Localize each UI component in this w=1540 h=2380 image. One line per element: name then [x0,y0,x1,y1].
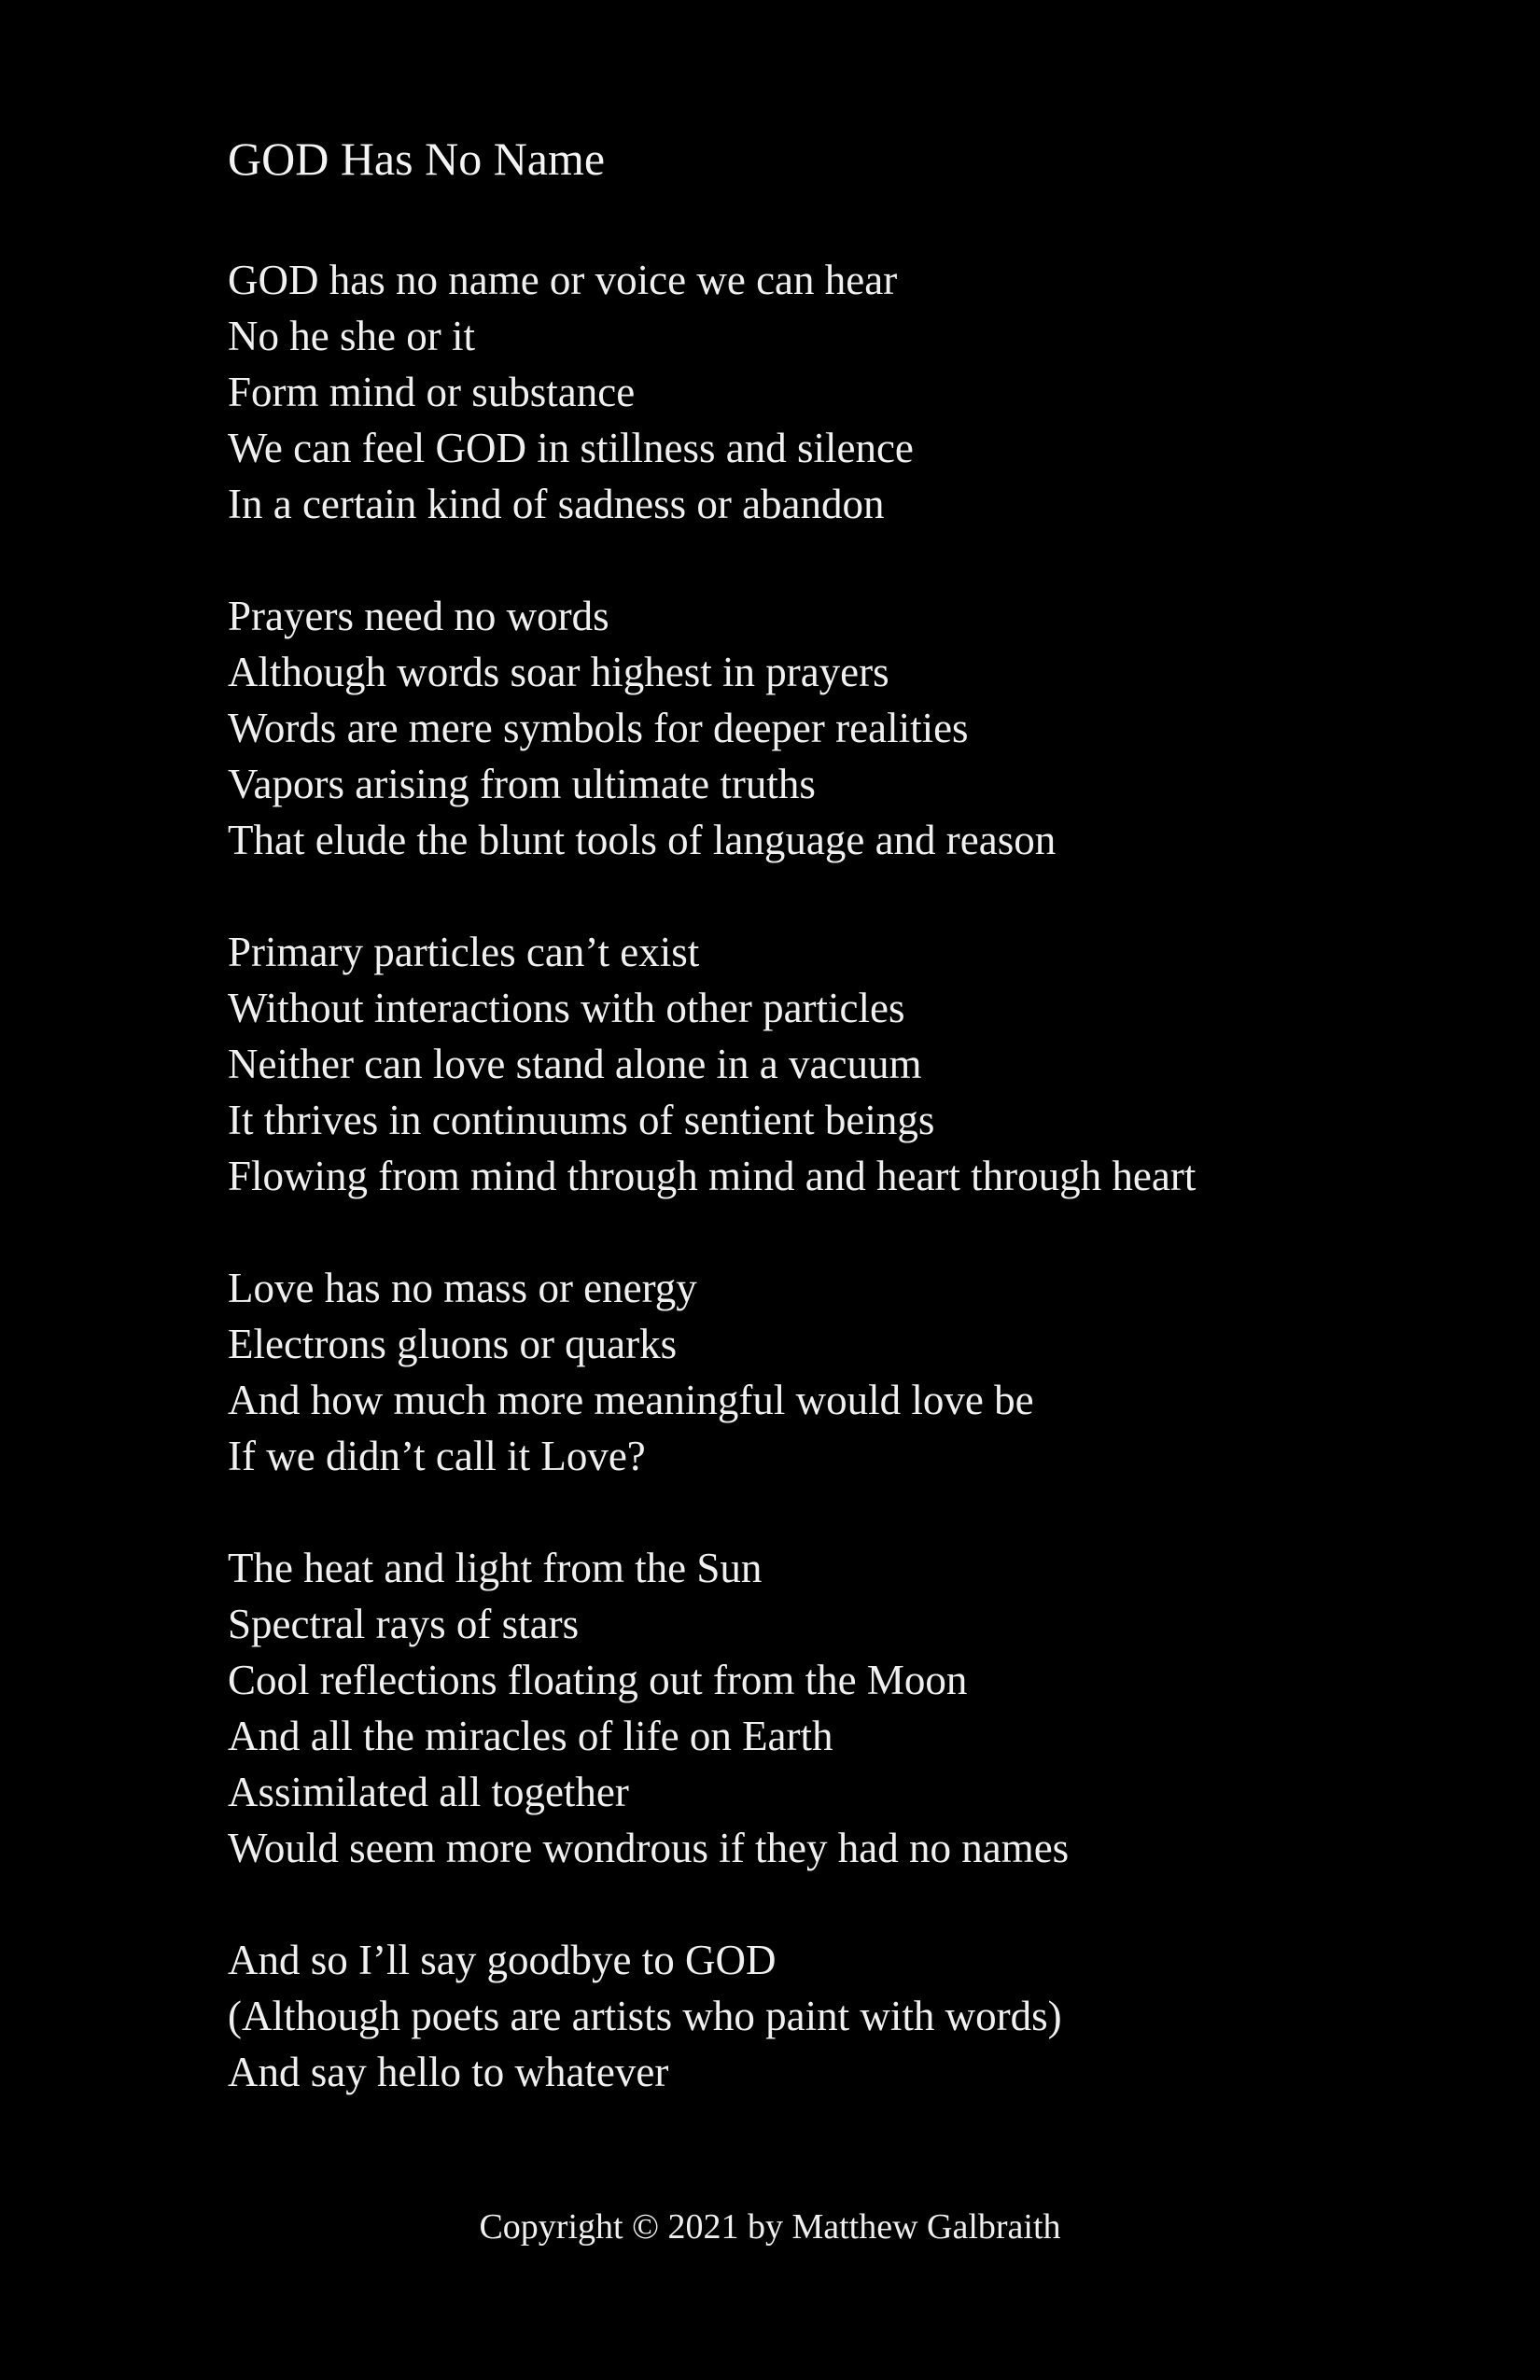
stanza-4 [228,1260,1441,1484]
stanza-2 [228,588,1441,868]
poem-line: Love has no mass or energy [228,1265,697,1311]
poem-line: Flowing from mind through mind and heart through heart [228,1153,1197,1199]
poem-line: Neither can love stand alone in a vacuum [228,1041,922,1087]
poem-line: If we didn’t call it Love? [228,1433,646,1479]
poem-title: GOD Has No Name [228,133,606,185]
poem-line: We can feel GOD in stillness and silence [228,425,914,471]
poem-line: No he she or it [228,313,475,359]
poem-line: Would seem more wondrous if they had no names [228,1825,1070,1871]
poem-line: It thrives in continuums of sentient beings [228,1097,935,1143]
poem-line: Without interactions with other particles [228,985,905,1031]
stanza-5 [228,1540,1441,1876]
poem-line: Assimilated all together [228,1769,629,1815]
stanza-6 [228,1932,1441,2100]
poem-line: And say hello to whatever [228,2049,669,2095]
poem-line: Spectral rays of stars [228,1601,580,1647]
stanza-1 [228,252,1441,532]
poem-line: Vapors arising from ultimate truths [228,761,816,807]
poem-line: Cool reflections floating out from the Moon [228,1657,968,1703]
poem-line: Primary particles can’t exist [228,929,700,975]
copyright-notice: Copyright © 2021 by Matthew Galbraith [479,2207,1061,2247]
poem-body [228,252,1441,2156]
poem-line: (Although poets are artists who paint with words) [228,1993,1062,2039]
poem-line: That elude the blunt tools of language and reason [228,817,1057,863]
poem-line: Prayers need no words [228,593,609,639]
stanza-3 [228,924,1441,1204]
poem-line: Electrons gluons or quarks [228,1321,678,1367]
poem-line: And all the miracles of life on Earth [228,1713,833,1759]
poem-line: And how much more meaningful would love be [228,1377,1034,1423]
poem-line: Although words soar highest in prayers [228,649,889,695]
poem-line: The heat and light from the Sun [228,1545,763,1591]
poem-line: Form mind or substance [228,369,636,415]
poem-line: GOD has no name or voice we can hear [228,257,898,303]
poem-line: Words are mere symbols for deeper realities [228,705,969,751]
poem-line: In a certain kind of sadness or abandon [228,481,885,527]
poem-line: And so I’ll say goodbye to GOD [228,1937,777,1983]
